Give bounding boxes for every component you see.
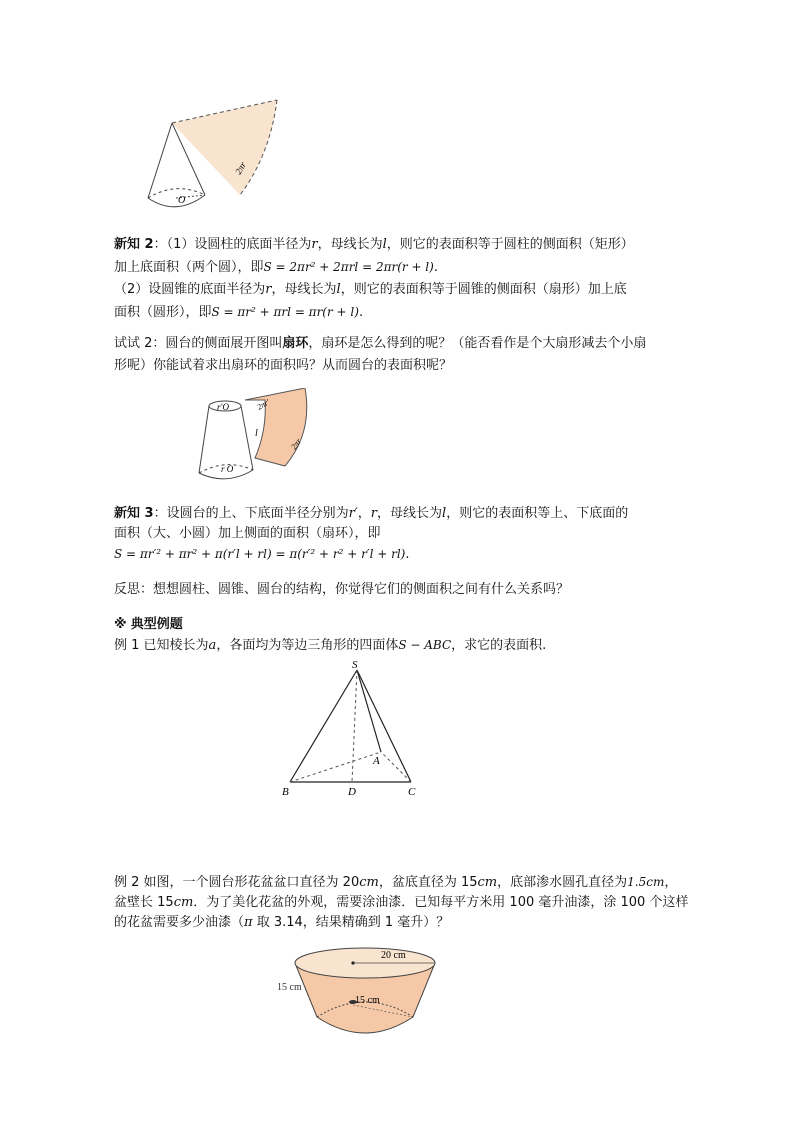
cone-left-edge bbox=[148, 123, 172, 198]
frustum-net-figure bbox=[195, 388, 335, 488]
xinzhi3-heading: 新知 3 bbox=[114, 506, 154, 521]
cylinder-area-formula: S = 2πr² + 2πrl = 2πr(r + l) bbox=[263, 260, 434, 274]
slant-label: l bbox=[255, 428, 258, 439]
reflection-paragraph: 反思：想想圆柱、圆锥、圆台的结构，你觉得它们的侧面积之间有什么关系吗？ bbox=[114, 582, 570, 597]
vertex-a-label: A bbox=[373, 755, 380, 767]
center-label: O bbox=[178, 195, 186, 206]
xinzhi2-paragraph: 新知 2：（1）设圆柱的底面半径为r，母线长为l，则它的表面积等于圆柱的侧面积（矩形） 加上底面积（两个圆），即S = 2πr² + 2πrl = 2πr(r + l). （2）设圆锥的底面半径为r，母线长为l，则它的表面积等于圆锥的侧面积（扇形）加上底 面积（圆形），即S = πr² + πrl = πr(r + l). bbox=[114, 237, 634, 320]
sector-fill bbox=[172, 100, 277, 195]
cone-base-front bbox=[148, 195, 205, 207]
cone-base-back bbox=[148, 189, 205, 198]
vertex-b-label: B bbox=[282, 786, 289, 798]
wall-length-label: 15 cm bbox=[277, 982, 302, 993]
xinzhi2-heading: 新知 2 bbox=[114, 237, 154, 252]
vertex-s-label: S bbox=[352, 660, 358, 671]
bottom-radius-label: r O bbox=[221, 464, 234, 474]
top-radius-label: r′O bbox=[217, 402, 229, 412]
arc-large-label: 2πr bbox=[289, 436, 304, 452]
frustum-left-edge bbox=[199, 406, 209, 473]
frustum-right-edge bbox=[241, 406, 253, 470]
section-title: 典型例题 bbox=[130, 617, 183, 632]
xinzhi3-paragraph: 新知 3：设圆台的上、下底面半径分别为r′，r，母线长为l，则它的表面积等上、下底面的 面积（大、小圆）加上侧面的面积（扇环），即 S = πr′² + πr² + π(r′l + rl) = π(r′² + r² + r′l + rl). bbox=[114, 506, 629, 562]
section-heading bbox=[114, 616, 689, 634]
cone-net-figure bbox=[140, 95, 290, 220]
annulus-sector-term: 扇环 bbox=[282, 336, 309, 351]
cone-area-formula: S = πr² + πrl = πr(r + l) bbox=[211, 305, 359, 319]
point-d-label: D bbox=[348, 786, 356, 798]
annular-sector-fill bbox=[245, 388, 307, 466]
shishi2-paragraph: 试试 2：圆台的侧面展开图叫扇环，扇环是怎么得到的呢？（能否看作是个大扇形减去个小扇 形呢）你能试着求出扇环的面积吗？从而圆台的表面积呢？ bbox=[114, 336, 647, 373]
reference-mark: ※ bbox=[114, 617, 127, 632]
arc-small-label: 2πr′ bbox=[255, 397, 272, 412]
flowerpot-figure bbox=[275, 945, 445, 1045]
tetrahedron-figure bbox=[276, 660, 426, 800]
vertex-c-label: C bbox=[408, 786, 416, 798]
example1-paragraph: 例 1 已知棱长为a，各面均为等边三角形的四面体S − ABC，求它的表面积. bbox=[114, 638, 547, 653]
example2-paragraph: 例 2 如图，一个圆台形花盆盆口直径为 20cm，盆底直径为 15cm，底部渗水圆孔直径为1.5cm， 盆壁长 15cm．为了美化花盆的外观，需要涂油漆．已知每平方米用 100 毫升油漆，涂 100 个这样 的花盆需要多少油漆（π 取 3.14，结果精确到 1 毫升）？ bbox=[114, 875, 689, 930]
bottom-diameter-label: 15 cm bbox=[355, 995, 380, 1006]
arc-label: 2πr bbox=[233, 160, 248, 176]
top-diameter-label: 20 cm bbox=[381, 950, 406, 961]
frustum-area-formula: S = πr′² + πr² + π(r′l + rl) = π(r′² + r² + r′l + rl) bbox=[114, 547, 406, 561]
